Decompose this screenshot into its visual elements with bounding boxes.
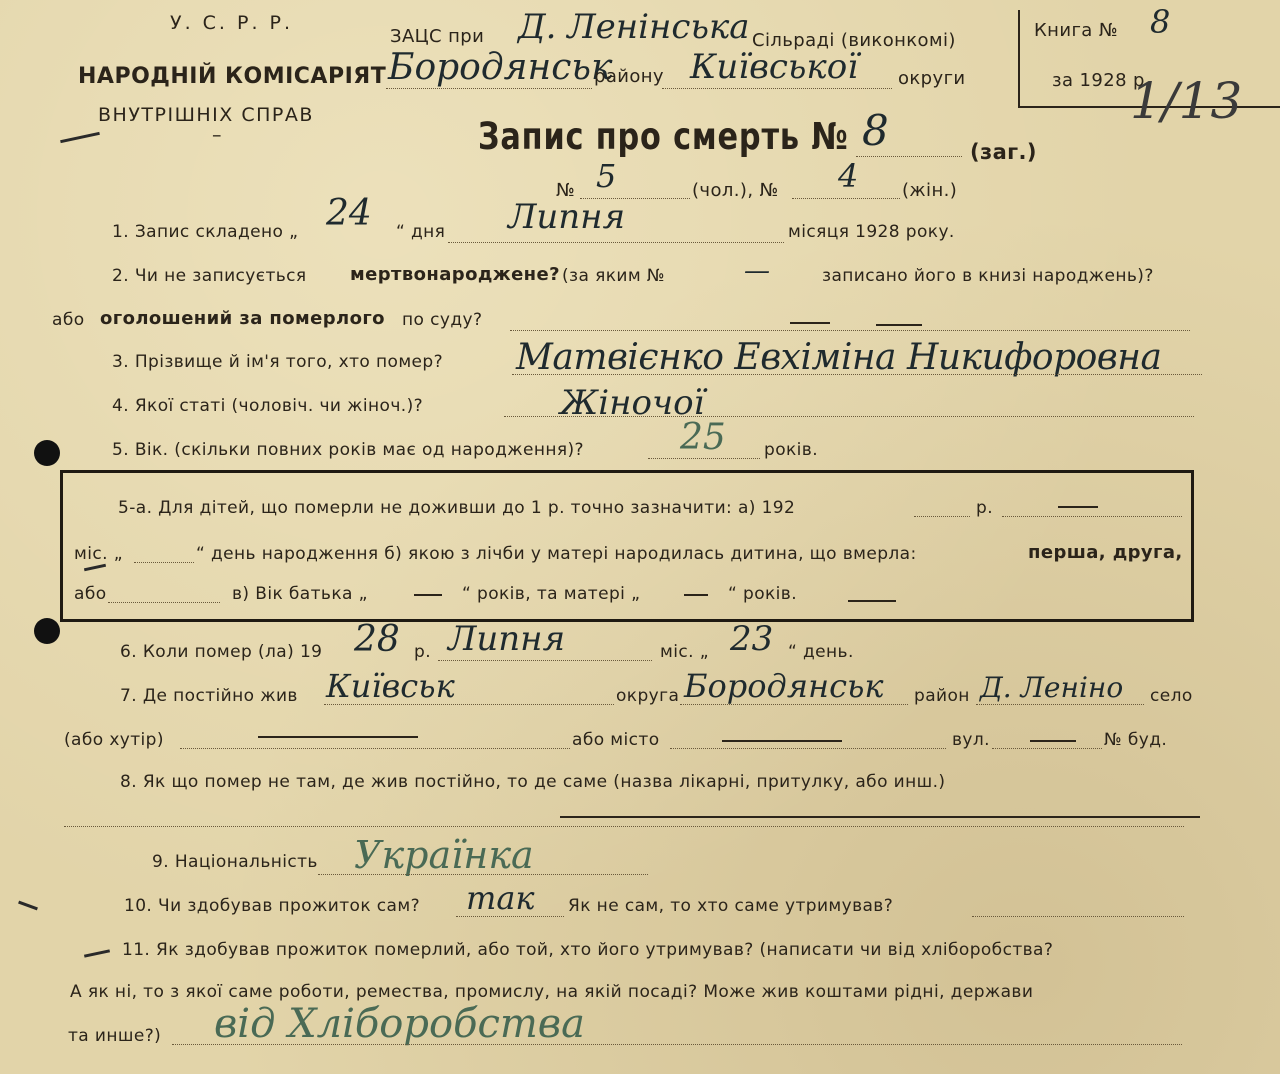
record-number-line [856, 156, 962, 157]
okruha-handwritten: Київської [690, 47, 859, 87]
record-title-suffix: (заг.) [970, 140, 1037, 164]
field-7-c: район [914, 686, 970, 706]
field-11-line1: 11. Як здобував прожиток померлий, або той, хто його утримував? (написати чи від хліборобства? [122, 940, 1054, 960]
ink-mark [18, 901, 38, 911]
field-7-a: 7. Де постійно жив [120, 686, 298, 706]
field-11-line3: та инше?) [68, 1026, 162, 1046]
male-label: (чол.), № [692, 180, 779, 201]
female-label: (жін.) [902, 180, 958, 201]
margin-number-handwritten: 1/13 [1130, 72, 1243, 130]
ussr-header: У. С. Р. Р. [170, 12, 294, 34]
sub-number-label: № [556, 180, 576, 201]
field-6-a: 6. Коли помер (ла) 19 [120, 642, 323, 662]
field-5a-line2-b: “ день народження б) якою з лічби у матері народилась дитина, що вмерла: [196, 544, 917, 564]
book-number-handwritten: 8 [1150, 3, 1171, 41]
village-handwritten: Д. Ленінська [518, 7, 750, 47]
header-dash: – [212, 124, 222, 146]
field-1-suffix: місяця 1928 року. [788, 222, 955, 242]
field-2-d: записано його в книзі народжень)? [822, 266, 1154, 286]
field-8-label: 8. Як що помер не там, де жив постійно, то де саме (назва лікарні, притулку, або инш.) [120, 772, 946, 792]
field-3-line [512, 374, 1202, 375]
field-2-b: мертвонароджене? [350, 264, 560, 285]
record-number-handwritten: 8 [862, 106, 889, 155]
field-10-line-2 [972, 916, 1184, 917]
female-number-handwritten: 4 [838, 157, 859, 195]
field-9-label: 9. Національність [152, 852, 318, 872]
field-7-khutir-dash [258, 736, 418, 738]
field-7-b: округа [616, 686, 680, 706]
field-6-b: р. [414, 642, 431, 662]
field-5a-line3-d: “ років. [728, 584, 798, 604]
field-5a-year-line [914, 516, 970, 517]
field-5-label: 5. Вік. (скільки повних років має од народження)? [112, 440, 584, 460]
punch-hole [34, 440, 60, 466]
field-7-street-dash [1030, 740, 1076, 742]
field-2-dash-1 [790, 322, 830, 324]
field-7-misto-line [670, 748, 946, 749]
raionu-label: району [594, 66, 664, 87]
field-2-a: 2. Чи не записується [112, 266, 307, 286]
field-5a-dash-2 [848, 600, 896, 602]
field-10-b: Як не сам, то хто саме утримував? [568, 896, 894, 916]
district-handwritten: Бородянськ [388, 47, 613, 88]
male-number-handwritten: 5 [596, 157, 617, 195]
field-5a-line2-a: міс. „ [74, 544, 123, 564]
field-11-handwritten: від Хліборобства [214, 1001, 585, 1047]
punch-hole [34, 618, 60, 644]
field-5a-line3-c: “ років, та матері „ [462, 584, 641, 604]
field-1-day-handwritten: 24 [326, 193, 372, 234]
field-5a-father-dash [414, 594, 442, 596]
okruhy-label: округи [898, 68, 966, 89]
ink-mark [60, 132, 100, 143]
female-number-line [792, 198, 900, 199]
field-1-month-line [448, 242, 784, 243]
field-3-name-handwritten: Матвієнко Евхіміна Никифоровна [516, 337, 1162, 378]
field-6-d: “ день. [788, 642, 854, 662]
field-7-line2-d: № буд. [1104, 730, 1168, 750]
field-5-age-handwritten: 25 [680, 417, 726, 458]
field-5a-day-line [134, 562, 194, 563]
ink-mark [84, 949, 110, 957]
field-7-street-line [992, 748, 1102, 749]
book-year: за 1928 р. [1052, 70, 1152, 91]
field-5a-dash-1 [1058, 506, 1098, 508]
field-10-line [456, 916, 564, 917]
field-2-number-handwritten: — [744, 256, 770, 286]
field-5a-line3-a: або [74, 584, 107, 604]
field-2-c: (за яким № [562, 266, 665, 286]
field-2-line [510, 330, 1190, 331]
field-7-raion-line [680, 704, 908, 705]
field-7-khutir-line [180, 748, 570, 749]
field-5a-child-number-line [108, 602, 220, 603]
field-7-line2-c: вул. [952, 730, 990, 750]
field-7-raion-handwritten: Бородянськ [684, 667, 884, 705]
field-5a-line1-end: р. [976, 498, 993, 518]
field-5a-mother-dash [684, 594, 708, 596]
field-10-a: 10. Чи здобував прожиток сам? [124, 896, 421, 916]
silradi-label: Сільраді (виконкомі) [752, 30, 956, 51]
field-5a-line2-c: перша, друга, [1028, 542, 1183, 563]
field-8-dash [560, 816, 1200, 818]
field-3-label: 3. Прізвище й ім'я того, хто помер? [112, 352, 444, 372]
field-5a-line1: 5-а. Для дітей, що померли не доживши до 1 р. точно зазначити: а) 192 [118, 498, 796, 518]
field-6-year-handwritten: 28 [354, 619, 400, 660]
field-11-line [172, 1044, 1182, 1045]
field-6-month-line [438, 660, 652, 661]
field-2-f: оголошений за померлого [100, 308, 385, 329]
field-6-day-handwritten: 23 [730, 619, 774, 659]
field-8-line [64, 826, 1184, 827]
field-1-prefix: 1. Запис складено „ [112, 222, 299, 242]
zags-label: ЗАЦС при [390, 26, 485, 47]
field-5-suffix: років. [764, 440, 819, 460]
field-7-okruha-handwritten: Київськ [326, 667, 455, 705]
field-7-selo-handwritten: Д. Леніно [980, 671, 1124, 704]
field-7-line2-b: або місто [572, 730, 660, 750]
field-1-mid: “ дня [396, 222, 446, 242]
commissariat-header: НАРОДНІЙ КОМІСАРІЯТ [78, 64, 387, 89]
book-label: Книга № [1034, 20, 1118, 41]
field-7-selo-line [976, 704, 1144, 705]
field-5a-line1-trail [1002, 516, 1182, 517]
field-7-okruha-line [324, 704, 614, 705]
field-9-nationality-handwritten: Українка [354, 833, 534, 877]
field-4-sex-handwritten: Жіночої [560, 383, 705, 423]
field-1-month-handwritten: Липня [508, 197, 626, 237]
field-2-dash-2 [876, 324, 922, 326]
district-line [386, 88, 592, 89]
field-11-line2: А як ні, то з якої саме роботи, ремества, промислу, на якій посаді? Може жив коштами рідні, держави [70, 982, 1034, 1002]
field-9-line [318, 874, 648, 875]
field-4-line [504, 416, 1194, 417]
field-2-e: або [52, 310, 85, 330]
field-6-month-handwritten: Липня [448, 619, 566, 659]
field-7-misto-dash [722, 740, 842, 742]
record-title: Запис про смерть № [478, 115, 849, 158]
internal-affairs-header: ВНУТРІШНІХ СПРАВ [98, 104, 314, 126]
field-7-d: село [1150, 686, 1193, 706]
field-7-line2-a: (або хутір) [64, 730, 164, 750]
field-5-line [648, 458, 760, 459]
field-2-g: по суду? [402, 310, 483, 330]
okruha-line [662, 88, 892, 89]
field-6-c: міс. „ [660, 642, 709, 662]
field-10-handwritten: так [466, 879, 535, 917]
field-5a-line3-b: в) Вік батька „ [232, 584, 368, 604]
field-4-label: 4. Якої статі (чоловіч. чи жіноч.)? [112, 396, 424, 416]
